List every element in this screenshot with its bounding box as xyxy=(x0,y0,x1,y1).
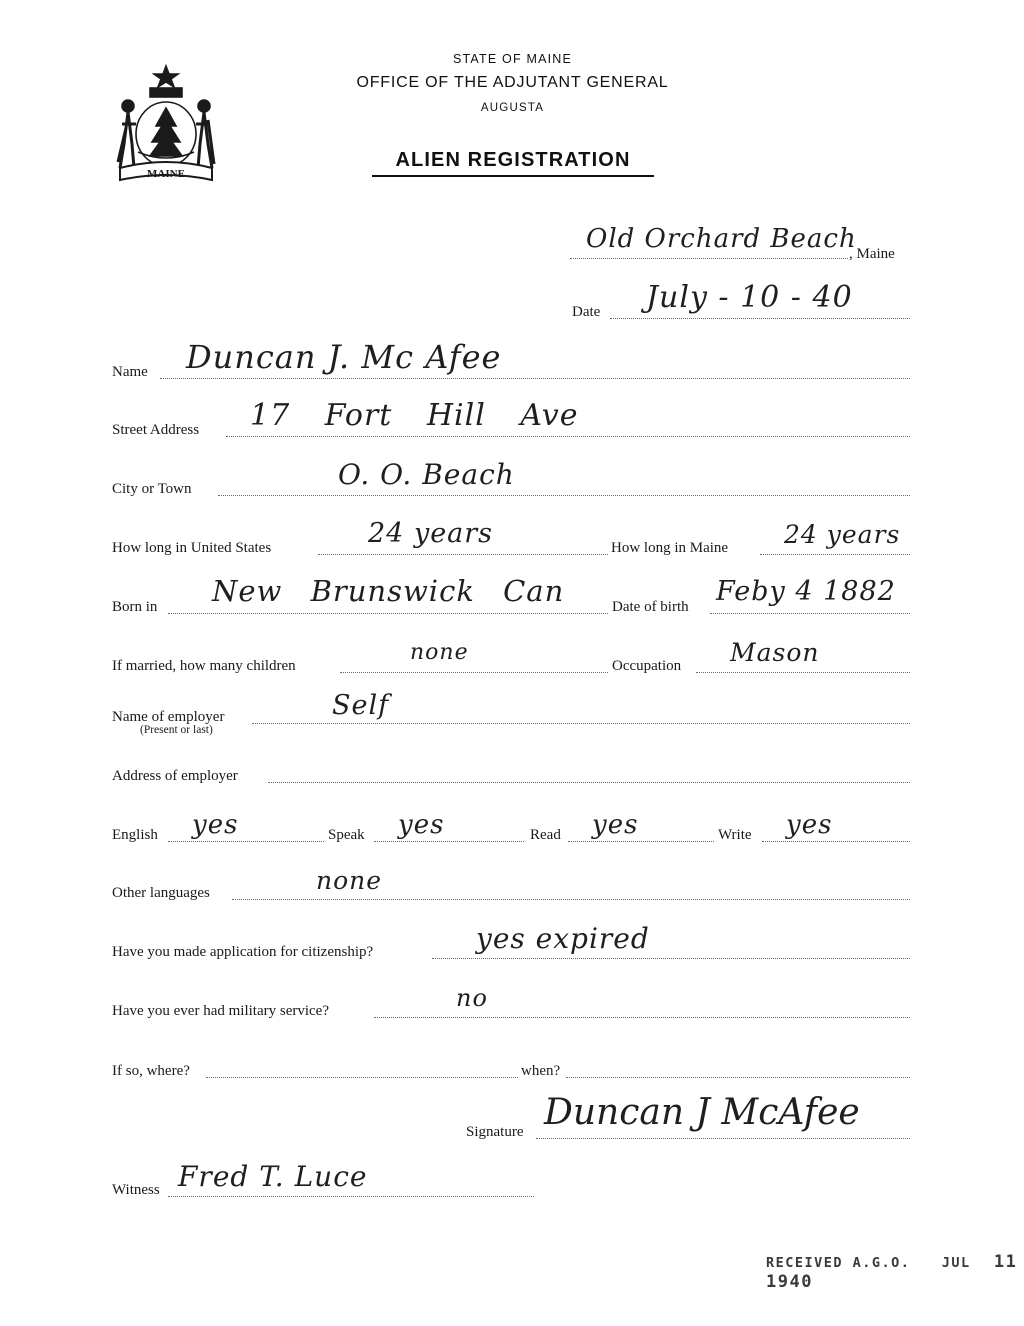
header-city: AUGUSTA xyxy=(480,102,545,114)
date-dots xyxy=(610,318,910,319)
name-dots xyxy=(160,378,910,379)
employer-value: Self xyxy=(332,690,390,721)
occupation-label: Occupation xyxy=(612,658,682,674)
read-value: yes xyxy=(592,810,639,840)
when-dots xyxy=(566,1077,910,1078)
citizenship-label: Have you made application for citizenship? xyxy=(112,944,374,960)
street-address-value: 17 Fort Hill Ave xyxy=(250,398,579,433)
name-label: Name xyxy=(112,364,148,380)
stamp-received: RECEIVED A.G.O. xyxy=(766,1255,911,1271)
signature-label: Signature xyxy=(466,1124,524,1140)
place-value: Old Orchard Beach xyxy=(586,224,857,254)
stamp-day: 11 xyxy=(993,1252,1018,1272)
date-of-birth-label: Date of birth xyxy=(612,599,689,615)
speak-value: yes xyxy=(398,810,445,840)
street-address-label: Street Address xyxy=(112,422,200,438)
signature-value: Duncan J McAfee xyxy=(544,1092,860,1133)
military-label: Have you ever had military service? xyxy=(112,1003,329,1019)
write-dots xyxy=(762,841,910,842)
header-office: OFFICE OF THE ADJUTANT GENERAL xyxy=(356,74,669,91)
name-value: Duncan J. Mc Afee xyxy=(186,338,502,376)
military-value: no xyxy=(456,984,488,1012)
citizenship-dots xyxy=(432,958,910,959)
place-dots xyxy=(570,258,848,259)
city-value: O. O. Beach xyxy=(338,458,515,491)
other-languages-dots xyxy=(232,899,910,900)
english-value: yes xyxy=(192,810,239,840)
maine-state-seal-icon xyxy=(112,64,220,186)
header-state: STATE OF MAINE xyxy=(452,52,573,66)
signature-dots xyxy=(536,1138,910,1139)
write-label: Write xyxy=(718,827,752,843)
read-label: Read xyxy=(530,827,561,843)
born-in-label: Born in xyxy=(112,599,158,615)
military-dots xyxy=(374,1017,910,1018)
speak-label: Speak xyxy=(328,827,365,843)
other-languages-label: Other languages xyxy=(112,885,210,901)
date-label: Date xyxy=(572,304,601,320)
employer-dots xyxy=(252,723,910,724)
how-long-maine-value: 24 years xyxy=(784,520,901,549)
write-value: yes xyxy=(786,810,833,840)
witness-dots xyxy=(168,1196,534,1197)
english-dots xyxy=(168,841,324,842)
how-long-maine-label: How long in Maine xyxy=(611,540,729,556)
english-label: English xyxy=(112,827,158,843)
city-dots xyxy=(218,495,910,496)
how-long-us-label: How long in United States xyxy=(112,540,272,556)
read-dots xyxy=(568,841,714,842)
seal-banner-text: MAINE xyxy=(147,168,185,180)
citizenship-value: yes expired xyxy=(476,922,650,955)
speak-dots xyxy=(374,841,524,842)
date-of-birth-value: Feby 4 1882 xyxy=(716,576,896,607)
place-label: , Maine xyxy=(849,246,895,262)
born-in-value: New Brunswick Can xyxy=(212,574,565,608)
street-address-dots xyxy=(226,436,910,437)
children-label: If married, how many children xyxy=(112,658,296,674)
witness-value: Fred T. Luce xyxy=(178,1160,368,1193)
occupation-dots xyxy=(696,672,910,673)
born-in-dots xyxy=(168,613,608,614)
when-label: when? xyxy=(521,1063,561,1079)
other-languages-value: none xyxy=(316,866,383,895)
received-stamp xyxy=(766,1252,1024,1292)
employer-address-dots xyxy=(268,782,910,783)
how-long-us-value: 24 years xyxy=(368,518,494,549)
employer-label: Name of employer xyxy=(112,709,225,725)
city-label: City or Town xyxy=(112,481,192,497)
children-value: none xyxy=(410,640,469,665)
where-label: If so, where? xyxy=(112,1063,190,1079)
witness-label: Witness xyxy=(112,1182,160,1198)
where-dots xyxy=(206,1077,518,1078)
date-value: July - 10 - 40 xyxy=(646,280,853,315)
how-long-maine-dots xyxy=(760,554,910,555)
children-dots xyxy=(340,672,608,673)
stamp-year: 1940 xyxy=(766,1272,813,1292)
date-of-birth-dots xyxy=(710,613,910,614)
form-title: ALIEN REGISTRATION xyxy=(372,149,654,177)
how-long-us-dots xyxy=(318,554,608,555)
occupation-value: Mason xyxy=(730,638,820,667)
stamp-month: JUL xyxy=(941,1255,971,1271)
employer-address-label: Address of employer xyxy=(112,768,238,784)
employer-sublabel: (Present or last) xyxy=(140,724,213,736)
